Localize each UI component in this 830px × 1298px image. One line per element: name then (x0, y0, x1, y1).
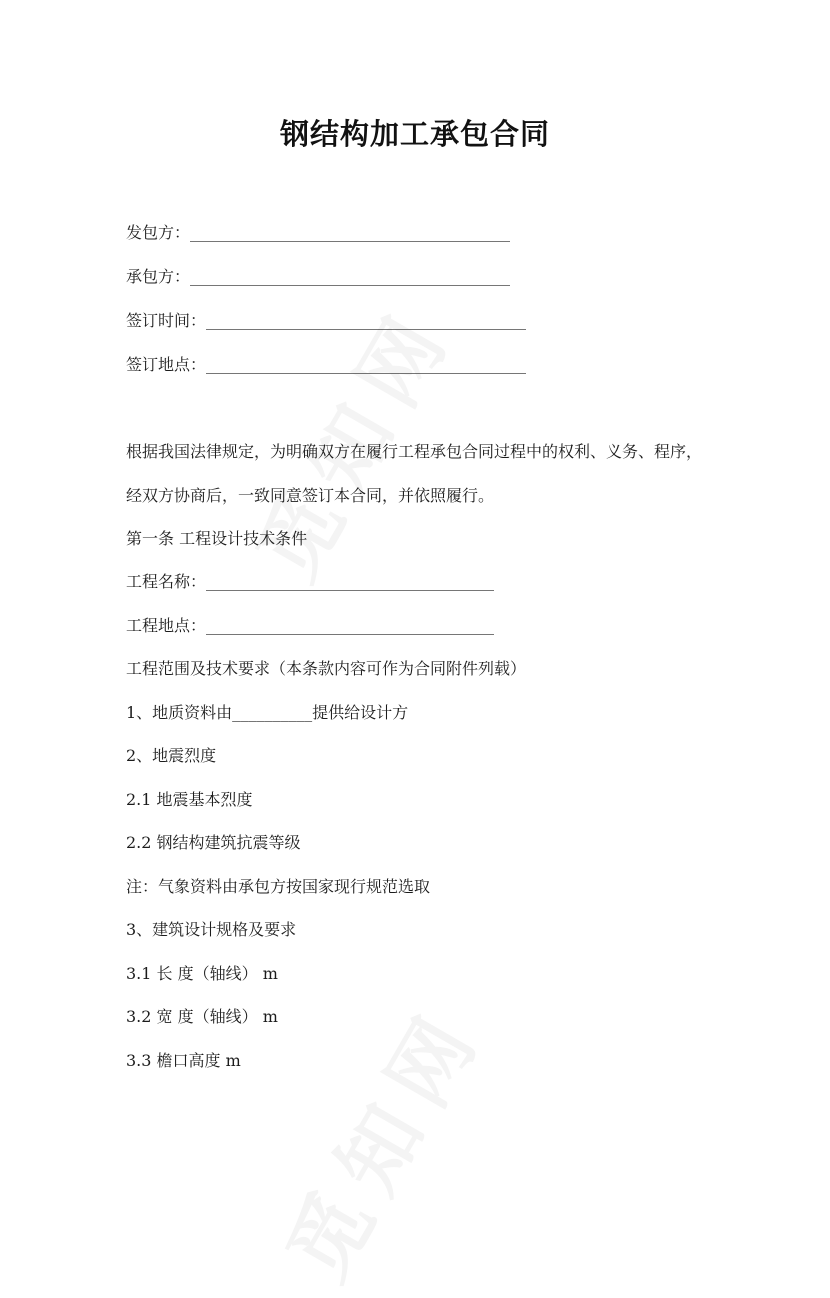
article-1-heading: 第一条 工程设计技术条件 (126, 529, 308, 548)
clause-3-3: 3.3 檐口高度 m (126, 1051, 241, 1070)
signing-place-field: 签订地点：________________________________________ (126, 355, 527, 374)
preamble-line-2: 经双方协商后，一致同意签订本合同，并依照履行。 (126, 486, 495, 505)
watermark (254, 979, 505, 1297)
project-name-field: 工程名称：____________________________________ (126, 572, 495, 591)
clause-3: 3、建筑设计规格及要求 (126, 920, 297, 939)
signing-date-field: 签订时间：________________________________________ (126, 311, 527, 330)
document-title: 钢结构加工承包合同 (279, 117, 550, 151)
clause-3-2: 3.2 宽 度（轴线） m (126, 1007, 278, 1026)
preamble-line-1: 根据我国法律规定，为明确双方在履行工程承包合同过程中的权利、义务、程序， (126, 442, 703, 461)
note-line: 注：气象资料由承包方按国家现行规范选取 (126, 877, 431, 896)
clause-3-1: 3.1 长 度（轴线） m (126, 964, 278, 983)
scope-heading: 工程范围及技术要求（本条款内容可作为合同附件列载） (126, 659, 527, 678)
clause-2-2: 2.2 钢结构建筑抗震等级 (126, 833, 301, 852)
clause-1: 1、地质资料由__________提供给设计方 (126, 703, 409, 722)
party-b-field: 承包方：________________________________________ (126, 267, 511, 286)
project-location-field: 工程地点：____________________________________ (126, 616, 495, 635)
clause-2-1: 2.1 地震基本烈度 (126, 790, 253, 809)
clause-2: 2、地震烈度 (126, 746, 217, 765)
party-a-field: 发包方：________________________________________ (126, 223, 511, 242)
